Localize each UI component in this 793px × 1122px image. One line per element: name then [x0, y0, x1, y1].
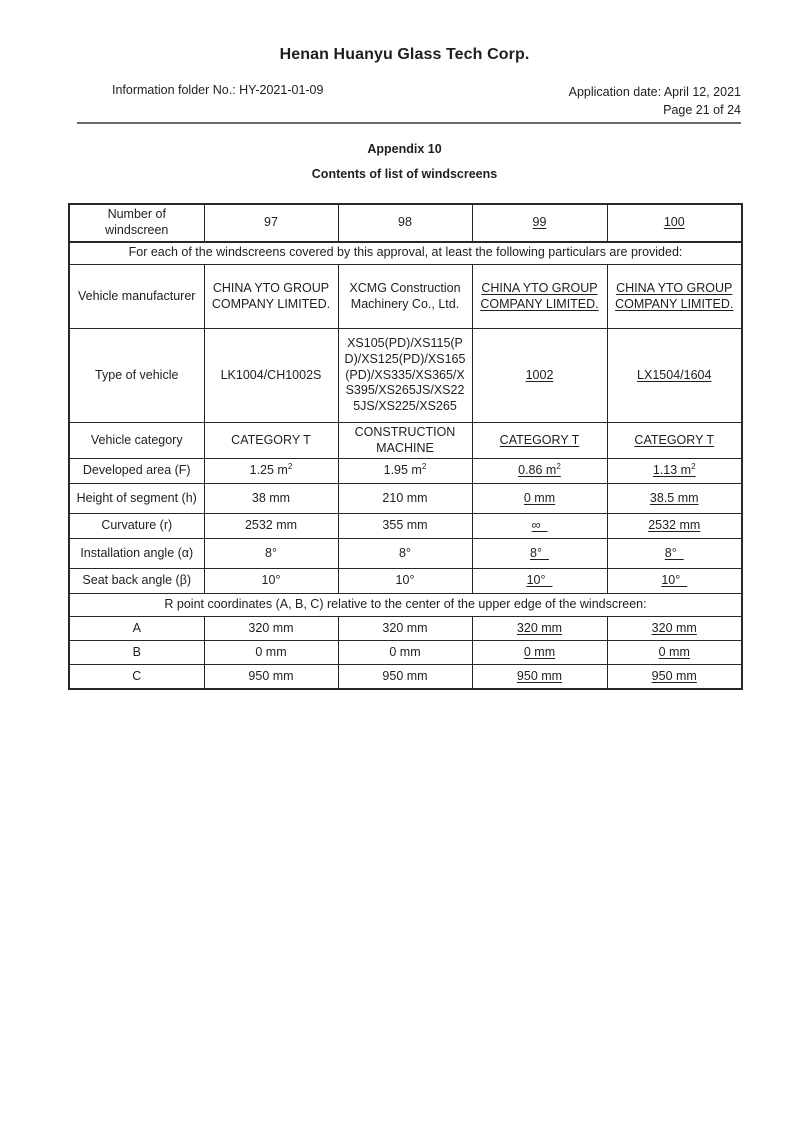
row-label: Vehicle category: [69, 423, 204, 459]
cell-value: 320 mm: [248, 620, 294, 635]
cell-col-1: [204, 484, 338, 514]
page-number: Page 21 of 24: [663, 103, 741, 118]
cell-value: 950 mm: [248, 668, 294, 683]
cell-value: 1002: [525, 367, 554, 382]
table-row: [69, 204, 742, 241]
cell-col-3: [472, 484, 607, 514]
cell-col-1: [204, 329, 338, 423]
cell-value: 100: [663, 215, 685, 230]
cell-col-1: [204, 641, 338, 665]
cell-value: 320 mm: [651, 620, 697, 635]
cell-col-1: [204, 265, 338, 329]
table-note-row: [69, 242, 742, 265]
cell-value: CONSTRUCTION MACHINE: [354, 425, 456, 455]
cell-value: 0 mm: [523, 490, 556, 505]
cell-col-3: [472, 665, 607, 689]
cell-col-4: [607, 329, 742, 423]
table-row: [69, 569, 742, 594]
cell-value: 10°: [661, 573, 688, 588]
cell-col-2: [338, 423, 472, 459]
cell-value: CATEGORY T: [634, 432, 715, 447]
cell-col-4: [607, 423, 742, 459]
row-label: Height of segment (h): [69, 484, 204, 514]
cell-col-3: [472, 329, 607, 423]
cell-col-4: [607, 514, 742, 539]
cell-col-2: [338, 617, 472, 641]
row-label: Number of windscreen: [69, 204, 204, 241]
cell-value: CHINA YTO GROUP COMPANY LIMITED.: [615, 280, 734, 311]
cell-value: 0 mm: [255, 644, 287, 659]
page-title: Henan Huanyu Glass Tech Corp.: [279, 46, 530, 63]
table-caption: Contents of list of windscreens: [311, 167, 498, 182]
cell-col-2: [338, 569, 472, 594]
cell-value: 0 mm: [389, 644, 421, 659]
cell-col-3: [472, 459, 607, 484]
cell-value: 10°: [526, 573, 553, 588]
cell-col-2: [338, 641, 472, 665]
cell-value: 1.95 $m^2$: [383, 462, 427, 478]
row-label: B: [69, 641, 204, 665]
cell-col-2: [338, 329, 472, 423]
cell-value: 98: [398, 215, 412, 230]
table-row: [69, 484, 742, 514]
cell-value: 950 mm: [516, 668, 563, 683]
cell-col-1: [204, 514, 338, 539]
info-folder-number: Information folder No.: HY-2021-01-09: [112, 83, 324, 97]
cell-value: 210 mm: [382, 490, 428, 505]
cell-value: CHINA YTO GROUP COMPANY LIMITED.: [480, 280, 599, 311]
cell-col-1: [204, 204, 338, 241]
cell-col-3: [472, 539, 607, 569]
cell-col-1: [204, 569, 338, 594]
document-meta: [68, 83, 741, 119]
cell-col-4: [607, 617, 742, 641]
table-note-text: R point coordinates (A, B, C) relative to the center of the upper edge of the windscreen:: [69, 594, 742, 617]
cell-value: XS105(PD)/XS115(PD)/XS125(PD)/XS165(PD)/XS335/XS365/XS395/XS265JS/XS225JS/XS225/XS265: [344, 336, 466, 413]
cell-value: 8°: [530, 545, 549, 560]
windscreen-spec-table: [68, 203, 743, 690]
cell-col-2: [338, 459, 472, 484]
cell-col-2: [338, 484, 472, 514]
cell-value: 1.13 $m^2$: [652, 462, 696, 478]
cell-col-4: [607, 665, 742, 689]
table-row: [69, 329, 742, 423]
cell-value: ∞: [531, 518, 548, 533]
windscreen-table-body: [69, 204, 742, 689]
cell-col-3: [472, 569, 607, 594]
cell-col-1: [204, 423, 338, 459]
cell-col-4: [607, 569, 742, 594]
cell-col-1: [204, 539, 338, 569]
table-row: [69, 641, 742, 665]
row-label: Type of vehicle: [69, 329, 204, 423]
table-row: [69, 665, 742, 689]
cell-value: 38 mm: [251, 490, 291, 505]
cell-value: 355 mm: [382, 518, 428, 533]
table-note-text: For each of the windscreens covered by this approval, at least the following particulars are provided:: [69, 242, 742, 265]
cell-value: 10°: [261, 573, 281, 588]
cell-value: 0.86 $m^2$: [518, 462, 561, 478]
application-date: Application date: April 12, 2021: [568, 85, 741, 99]
cell-col-4: [607, 539, 742, 569]
row-label: Seat back angle (β): [69, 569, 204, 594]
cell-value: 97: [264, 215, 278, 230]
cell-value: 320 mm: [382, 620, 428, 635]
cell-value: 10°: [395, 573, 415, 588]
row-label: C: [69, 665, 204, 689]
cell-col-2: [338, 514, 472, 539]
cell-value: 950 mm: [651, 668, 697, 683]
cell-col-3: [472, 514, 607, 539]
cell-value: LK1004/CH1002S: [220, 367, 322, 382]
row-label: Curvature (r): [69, 514, 204, 539]
cell-col-3: [472, 423, 607, 459]
cell-value: LX1504/1604: [637, 367, 712, 382]
table-row: [69, 617, 742, 641]
cell-value: 950 mm: [382, 668, 428, 683]
cell-value: 2532 mm: [648, 518, 701, 533]
row-label: Developed area (F): [69, 459, 204, 484]
cell-value: 2532 mm: [244, 518, 298, 533]
cell-value: 0 mm: [658, 644, 690, 659]
cell-value: CHINA YTO GROUP COMPANY LIMITED.: [211, 280, 331, 311]
table-note-row: [69, 594, 742, 617]
table-row: [69, 539, 742, 569]
cell-value: 8°: [265, 545, 277, 560]
cell-col-4: [607, 265, 742, 329]
cell-col-3: [472, 265, 607, 329]
table-row: [69, 514, 742, 539]
row-label: Installation angle (α): [69, 539, 204, 569]
cell-value: 8°: [399, 545, 411, 560]
cell-value: 38.5 mm: [649, 490, 699, 505]
cell-value: 8°: [664, 545, 684, 560]
cell-col-3: [472, 617, 607, 641]
meta-right-block: [569, 83, 741, 119]
cell-value: 99: [532, 215, 547, 230]
cell-col-4: [607, 484, 742, 514]
table-row: [69, 265, 742, 329]
cell-col-4: [607, 641, 742, 665]
cell-col-2: [338, 539, 472, 569]
cell-col-3: [472, 204, 607, 241]
appendix-title: Appendix 10: [367, 142, 442, 157]
row-label: A: [69, 617, 204, 641]
cell-value: CATEGORY T: [231, 432, 311, 447]
cell-col-1: [204, 459, 338, 484]
table-row: [69, 423, 742, 459]
cell-col-2: [338, 665, 472, 689]
table-row: [69, 459, 742, 484]
cell-value: XCMG Construction Machinery Co., Ltd.: [349, 280, 461, 311]
cell-col-3: [472, 641, 607, 665]
cell-col-2: [338, 204, 472, 241]
cell-col-2: [338, 265, 472, 329]
cell-value: 320 mm: [516, 620, 563, 635]
cell-col-1: [204, 617, 338, 641]
cell-value: CATEGORY T: [499, 432, 580, 447]
header-divider: [77, 122, 741, 124]
cell-col-1: [204, 665, 338, 689]
cell-value: 1.25 $m^2$: [249, 462, 293, 478]
cell-col-4: [607, 204, 742, 241]
row-label: Vehicle manufacturer: [69, 265, 204, 329]
cell-col-4: [607, 459, 742, 484]
cell-value: 0 mm: [523, 644, 556, 659]
